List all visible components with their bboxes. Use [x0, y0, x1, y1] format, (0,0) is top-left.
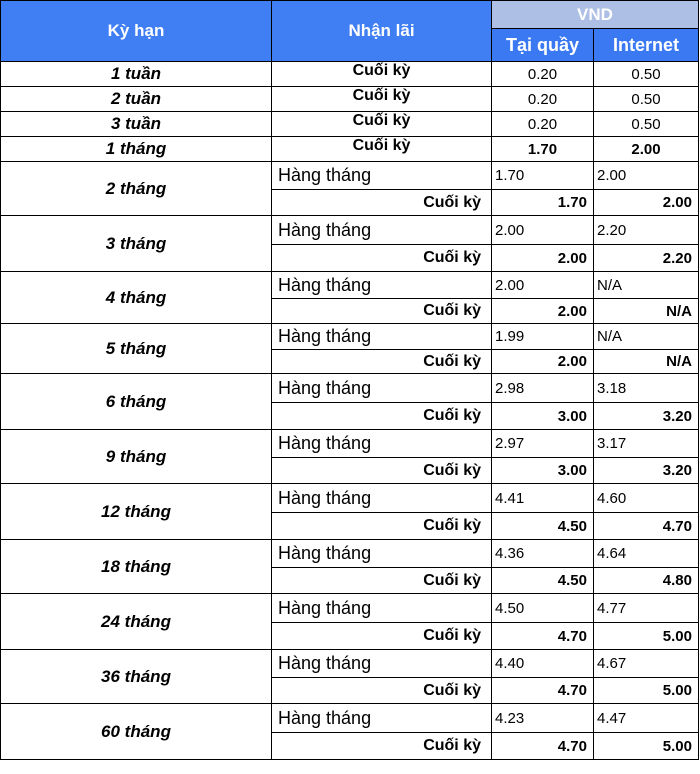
table-row	[1, 162, 699, 190]
end-counter-rate: 4.70	[492, 678, 594, 704]
end-counter-rate: 1.70	[492, 190, 594, 216]
term-cell: 2 tuần	[1, 87, 272, 112]
header-internet: Internet	[594, 29, 699, 62]
end-counter-rate: 4.50	[492, 568, 594, 594]
header-interest: Nhận lãi	[272, 1, 492, 62]
term-cell: 12 tháng	[1, 484, 272, 540]
monthly-internet-rate: 4.64	[594, 540, 699, 568]
header-currency: VND	[492, 1, 699, 29]
internet-rate-cell: 0.50	[594, 87, 699, 112]
monthly-counter-rate: 1.99	[492, 324, 594, 350]
monthly-counter-rate: 2.00	[492, 272, 594, 299]
monthly-counter-rate: 4.36	[492, 540, 594, 568]
monthly-internet-rate: 4.67	[594, 650, 699, 678]
header-counter: Tại quầy	[492, 29, 594, 62]
table-row	[1, 430, 699, 458]
term-cell: 3 tuần	[1, 112, 272, 137]
table-row	[1, 62, 699, 87]
term-cell: 5 tháng	[1, 324, 272, 374]
interest-method-cell: Cuối kỳ	[272, 87, 492, 112]
monthly-interest-label: Hàng tháng	[272, 162, 492, 190]
monthly-counter-rate: 4.40	[492, 650, 594, 678]
monthly-internet-rate: 4.60	[594, 484, 699, 513]
term-cell: 4 tháng	[1, 272, 272, 324]
table-body	[1, 62, 699, 760]
term-cell: 24 tháng	[1, 594, 272, 650]
term-cell: 36 tháng	[1, 650, 272, 704]
monthly-internet-rate: 3.18	[594, 374, 699, 403]
end-internet-rate: 3.20	[594, 403, 699, 430]
end-internet-rate: N/A	[594, 350, 699, 374]
counter-rate-cell: 1.70	[492, 137, 594, 162]
monthly-interest-label: Hàng tháng	[272, 272, 492, 299]
internet-rate-cell: 0.50	[594, 112, 699, 137]
monthly-counter-rate: 4.50	[492, 594, 594, 623]
end-counter-rate: 3.00	[492, 403, 594, 430]
end-counter-rate: 4.50	[492, 513, 594, 540]
counter-rate-cell: 0.20	[492, 87, 594, 112]
monthly-counter-rate: 4.41	[492, 484, 594, 513]
end-of-term-label: Cuối kỳ	[272, 678, 492, 704]
monthly-interest-label: Hàng tháng	[272, 430, 492, 458]
term-cell: 1 tuần	[1, 62, 272, 87]
table-row	[1, 112, 699, 137]
monthly-counter-rate: 4.23	[492, 704, 594, 733]
end-internet-rate: 5.00	[594, 678, 699, 704]
end-of-term-label: Cuối kỳ	[272, 245, 492, 272]
end-internet-rate: 5.00	[594, 623, 699, 650]
internet-rate-cell: 0.50	[594, 62, 699, 87]
table-row	[1, 216, 699, 245]
monthly-internet-rate: 2.20	[594, 216, 699, 245]
monthly-interest-label: Hàng tháng	[272, 594, 492, 623]
monthly-internet-rate: 3.17	[594, 430, 699, 458]
end-internet-rate: 3.20	[594, 458, 699, 484]
monthly-internet-rate: 4.47	[594, 704, 699, 733]
interest-method-cell: Cuối kỳ	[272, 137, 492, 162]
end-of-term-label: Cuối kỳ	[272, 513, 492, 540]
end-counter-rate: 2.00	[492, 299, 594, 324]
monthly-interest-label: Hàng tháng	[272, 374, 492, 403]
monthly-counter-rate: 2.00	[492, 216, 594, 245]
end-of-term-label: Cuối kỳ	[272, 403, 492, 430]
internet-rate-cell: 2.00	[594, 137, 699, 162]
monthly-internet-rate: N/A	[594, 272, 699, 299]
end-internet-rate: 2.20	[594, 245, 699, 272]
end-of-term-label: Cuối kỳ	[272, 623, 492, 650]
end-counter-rate: 3.00	[492, 458, 594, 484]
table-row	[1, 87, 699, 112]
term-cell: 1 tháng	[1, 137, 272, 162]
monthly-internet-rate: N/A	[594, 324, 699, 350]
monthly-interest-label: Hàng tháng	[272, 540, 492, 568]
monthly-internet-rate: 4.77	[594, 594, 699, 623]
table-row	[1, 540, 699, 568]
end-of-term-label: Cuối kỳ	[272, 190, 492, 216]
term-cell: 6 tháng	[1, 374, 272, 430]
monthly-interest-label: Hàng tháng	[272, 216, 492, 245]
end-counter-rate: 4.70	[492, 733, 594, 760]
end-counter-rate: 2.00	[492, 350, 594, 374]
interest-method-cell: Cuối kỳ	[272, 112, 492, 137]
table-row	[1, 594, 699, 623]
end-internet-rate: 2.00	[594, 190, 699, 216]
end-of-term-label: Cuối kỳ	[272, 350, 492, 374]
term-cell: 18 tháng	[1, 540, 272, 594]
term-cell: 3 tháng	[1, 216, 272, 272]
header-term: Kỳ hạn	[1, 1, 272, 62]
monthly-interest-label: Hàng tháng	[272, 484, 492, 513]
term-cell: 2 tháng	[1, 162, 272, 216]
end-of-term-label: Cuối kỳ	[272, 458, 492, 484]
table-row	[1, 324, 699, 350]
term-cell: 60 tháng	[1, 704, 272, 760]
table-row	[1, 374, 699, 403]
monthly-counter-rate: 2.97	[492, 430, 594, 458]
table-row	[1, 704, 699, 733]
term-cell: 9 tháng	[1, 430, 272, 484]
counter-rate-cell: 0.20	[492, 112, 594, 137]
table-row	[1, 484, 699, 513]
end-counter-rate: 4.70	[492, 623, 594, 650]
end-counter-rate: 2.00	[492, 245, 594, 272]
monthly-interest-label: Hàng tháng	[272, 324, 492, 350]
end-of-term-label: Cuối kỳ	[272, 299, 492, 324]
end-internet-rate: 5.00	[594, 733, 699, 760]
end-of-term-label: Cuối kỳ	[272, 733, 492, 760]
end-internet-rate: N/A	[594, 299, 699, 324]
interest-method-cell: Cuối kỳ	[272, 62, 492, 87]
monthly-counter-rate: 1.70	[492, 162, 594, 190]
table-row	[1, 272, 699, 299]
monthly-interest-label: Hàng tháng	[272, 704, 492, 733]
monthly-interest-label: Hàng tháng	[272, 650, 492, 678]
end-internet-rate: 4.80	[594, 568, 699, 594]
end-of-term-label: Cuối kỳ	[272, 568, 492, 594]
counter-rate-cell: 0.20	[492, 62, 594, 87]
monthly-internet-rate: 2.00	[594, 162, 699, 190]
monthly-counter-rate: 2.98	[492, 374, 594, 403]
end-internet-rate: 4.70	[594, 513, 699, 540]
table-row	[1, 137, 699, 162]
table-row	[1, 650, 699, 678]
